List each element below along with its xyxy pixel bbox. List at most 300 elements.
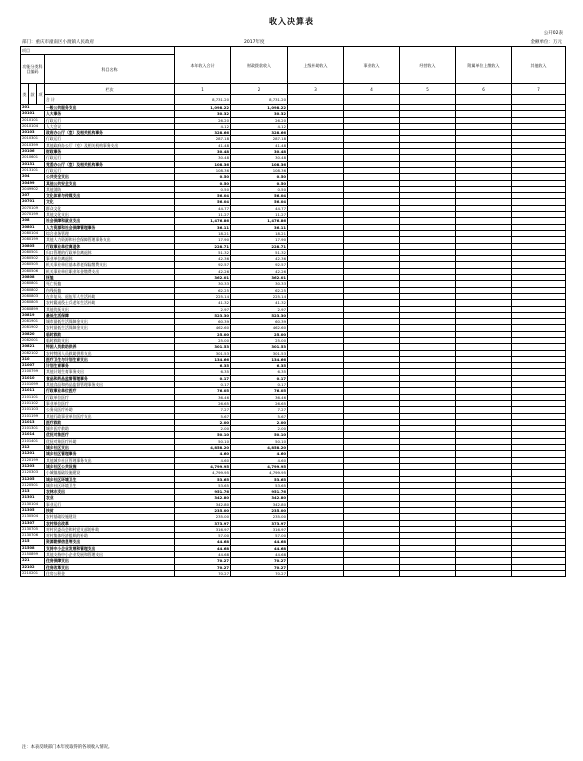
- total-fiscal: 8,731.20: [231, 95, 288, 105]
- fiscal-income: 235.00: [231, 508, 288, 514]
- subject-name: 人大会议: [45, 123, 175, 129]
- fiscal-income: 30.33: [231, 281, 288, 287]
- fiscal-income: 53.65: [231, 476, 288, 482]
- fiscal-income: 92.57: [231, 262, 288, 268]
- subject-name: 事业单位离退休: [45, 256, 175, 262]
- header-class-code: 功能分类科目编码: [21, 55, 45, 84]
- col-num: 7: [512, 84, 566, 95]
- subject-code: 2081901: [21, 319, 45, 325]
- total-income: 0.17: [175, 382, 231, 388]
- fiscal-income: 342.80: [231, 495, 288, 501]
- subject-name: 行政运行: [45, 117, 175, 123]
- total-income: 70.27: [175, 558, 231, 564]
- subject-name: 住房公积金: [45, 570, 175, 576]
- subject-code: 207: [21, 193, 45, 199]
- header-col-total: 本年收入合计: [175, 47, 231, 84]
- subject-name: 文化: [45, 199, 175, 205]
- fiscal-income: 373.97: [231, 520, 288, 526]
- fiscal-income: 42.26: [231, 268, 288, 274]
- total-income: 36.46: [175, 394, 231, 400]
- subject-name: 城乡社区环境卫生: [45, 482, 175, 488]
- subject-name: 死亡抚恤: [45, 281, 175, 287]
- subject-name: 其他计划生育事务支出: [45, 369, 175, 375]
- subject-code: 215: [21, 539, 45, 545]
- subject-name: 群众文化: [45, 205, 175, 211]
- total-income: 4.60: [175, 457, 231, 463]
- subject-name: 农村特困人员救助供养支出: [45, 350, 175, 356]
- subject-code: 2010601: [21, 155, 45, 161]
- col-num: 3: [288, 84, 344, 95]
- total-income: 41.48: [175, 142, 231, 148]
- fiscal-income: 26.20: [231, 117, 288, 123]
- subject-name: 其他政府办公厅（室）及相关机构事务支出: [45, 142, 175, 148]
- total-income: 26.20: [175, 117, 231, 123]
- fiscal-income: 42.36: [231, 256, 288, 262]
- subject-code: 20821: [21, 344, 45, 350]
- fiscal-income: 2.00: [231, 426, 288, 432]
- footnote: 注：本表反映部门本年度取得的各项收入情况。: [22, 745, 113, 750]
- subject-name: 人力资源和社会保障管理事务: [45, 224, 175, 230]
- total-income: 42.26: [175, 268, 231, 274]
- subject-name: 其他文化支出: [45, 212, 175, 218]
- total-income: 1,476.86: [175, 218, 231, 224]
- total-income: 30.32: [175, 111, 231, 117]
- fiscal-income: 30.32: [231, 111, 288, 117]
- total-income: 57.00: [175, 533, 231, 539]
- total-income: 53.65: [175, 476, 231, 482]
- total-income: 1,098.22: [175, 105, 231, 111]
- fiscal-income: 57.00: [231, 533, 288, 539]
- total-income: 36.11: [175, 224, 231, 230]
- subject-code: 2130504: [21, 514, 45, 520]
- subject-name: 农村综合改革: [45, 520, 175, 526]
- subject-code: 20701: [21, 199, 45, 205]
- header-item: 项目: [21, 47, 175, 55]
- fiscal-income: 225.14: [231, 293, 288, 299]
- fiscal-income: 228.71: [231, 243, 288, 249]
- total-income: 4,858.20: [175, 445, 231, 451]
- subject-name: 事业单位医疗: [45, 400, 175, 406]
- fiscal-income: 7.27: [231, 407, 288, 413]
- subject-code: 2101102: [21, 400, 45, 406]
- empty-cell: [456, 570, 512, 576]
- subject-code: 2130104: [21, 501, 45, 507]
- subject-code: 2101099: [21, 382, 45, 388]
- subject-name: 城乡社区管理事务: [45, 451, 175, 457]
- fiscal-income: 6.35: [231, 363, 288, 369]
- subject-code: 21203: [21, 463, 45, 469]
- fiscal-income: 0.17: [231, 375, 288, 381]
- total-income: 44.68: [175, 552, 231, 558]
- header-col-fiscal: 财政拨款收入: [231, 47, 288, 84]
- fiscal-income: 76.05: [231, 388, 288, 394]
- subject-name: 优抚对象医疗: [45, 432, 175, 438]
- subject-name: 城乡社区公共设施: [45, 463, 175, 469]
- fiscal-income: 50.10: [231, 438, 288, 444]
- total-income: 362.01: [175, 275, 231, 281]
- fiscal-income: 4.60: [231, 457, 288, 463]
- subject-code: 2101101: [21, 394, 45, 400]
- fiscal-income: 36.11: [231, 224, 288, 230]
- total-income: 2.00: [175, 419, 231, 425]
- fiscal-income: 134.66: [231, 356, 288, 362]
- total-income: 342.80: [175, 501, 231, 507]
- total-income: 76.05: [175, 388, 231, 394]
- fiscal-income: 11.27: [231, 212, 288, 218]
- subject-code: 2080801: [21, 281, 45, 287]
- fiscal-income: 1,476.86: [231, 218, 288, 224]
- fiscal-income: 0.50: [231, 180, 288, 186]
- subject-name: 行政事业单位离退休: [45, 243, 175, 249]
- total-income: 316.97: [175, 526, 231, 532]
- header-row-colnum: [21, 84, 566, 95]
- header-col-superior: 上级补助收入: [288, 47, 344, 84]
- subject-code: 221: [21, 558, 45, 564]
- total-income: 0.50: [175, 180, 231, 186]
- subject-name: 农村籍退役士兵老年生活补助: [45, 300, 175, 306]
- total-income: 301.53: [175, 350, 231, 356]
- subject-name: 伤残抚恤: [45, 287, 175, 293]
- subject-name: 综合业务管理: [45, 230, 175, 236]
- subject-code: 20499: [21, 180, 45, 186]
- total-income: 11.27: [175, 212, 231, 218]
- total-income: 17.90: [175, 237, 231, 243]
- header-col-affiliated: 附属单位上缴收入: [456, 47, 512, 84]
- total-income: 25.00: [175, 337, 231, 343]
- subject-name: 人大事务: [45, 111, 175, 117]
- total-income: 30.48: [175, 149, 231, 155]
- fiscal-income: 25.00: [231, 331, 288, 337]
- empty-cell: [344, 570, 400, 576]
- fiscal-income: 4,799.95: [231, 463, 288, 469]
- subject-name: 财政事务: [45, 149, 175, 155]
- subject-code: 2080899: [21, 306, 45, 312]
- fiscal-income: 4,799.95: [231, 470, 288, 476]
- total-income: 6.35: [175, 363, 231, 369]
- subject-code: 2100799: [21, 369, 45, 375]
- fiscal-income: 60.39: [231, 319, 288, 325]
- fiscal-income: 51.32: [231, 249, 288, 255]
- subject-code: 2101103: [21, 407, 45, 413]
- subject-code: 20103: [21, 130, 45, 136]
- header-row-label: 栏次: [45, 84, 175, 95]
- total-value: 8,731.20: [175, 95, 231, 105]
- total-income: 56.04: [175, 199, 231, 205]
- fiscal-income: 36.46: [231, 394, 288, 400]
- subject-code: 21205: [21, 476, 45, 482]
- fiscal-income: 4.12: [231, 123, 288, 129]
- subject-code: 201: [21, 105, 45, 111]
- fiscal-income: 56.04: [231, 199, 288, 205]
- total-income: 7.27: [175, 407, 231, 413]
- subject-code: 20801: [21, 224, 45, 230]
- subject-code: 2120199: [21, 457, 45, 463]
- subject-name: 行政单位医疗: [45, 394, 175, 400]
- total-income: 51.32: [175, 249, 231, 255]
- total-income: 53.65: [175, 482, 231, 488]
- header-lei: 类: [21, 84, 29, 105]
- report-meta: [22, 39, 562, 46]
- total-income: 42.36: [175, 256, 231, 262]
- total-income: 328.66: [175, 130, 231, 136]
- total-income: 70.27: [175, 570, 231, 576]
- header-col-operating: 经营收入: [400, 47, 456, 84]
- fiscal-income: 4,858.20: [231, 445, 288, 451]
- fiscal-income: 462.60: [231, 325, 288, 331]
- subject-code: 2130706: [21, 533, 45, 539]
- total-income: 30.48: [175, 155, 231, 161]
- subject-code: 2120303: [21, 470, 45, 476]
- subject-code: 21011: [21, 388, 45, 394]
- total-income: 25.00: [175, 331, 231, 337]
- fiscal-income: 523.30: [231, 312, 288, 318]
- fiscal-year: 2017年度: [244, 40, 265, 45]
- total-income: 342.80: [175, 495, 231, 501]
- fiscal-income: 235.00: [231, 514, 288, 520]
- subject-name: 社会保障和就业支出: [45, 218, 175, 224]
- fiscal-income: 44.68: [231, 545, 288, 551]
- total-label: 合 计: [45, 95, 175, 105]
- subject-code: 208: [21, 218, 45, 224]
- fiscal-income: 44.68: [231, 552, 288, 558]
- fiscal-income: 26.65: [231, 400, 288, 406]
- subject-code: 2010399: [21, 142, 45, 148]
- subject-code: 204: [21, 174, 45, 180]
- fiscal-income: 18.21: [231, 230, 288, 236]
- total-income: 235.00: [175, 514, 231, 520]
- subject-code: 21508: [21, 545, 45, 551]
- fiscal-income: 2.97: [231, 306, 288, 312]
- fiscal-income: 0.17: [231, 382, 288, 388]
- total-income: 56.04: [175, 193, 231, 199]
- subject-name: 农村最低生活保障金支出: [45, 325, 175, 331]
- subject-name: 行政事业单位医疗: [45, 388, 175, 394]
- subject-name: 其他人力资源和社会保障管理事务支出: [45, 237, 175, 243]
- subject-code: 2080505: [21, 262, 45, 268]
- subject-code: 20131: [21, 161, 45, 167]
- col-num: 1: [175, 84, 231, 95]
- subject-name: 扶贫: [45, 508, 175, 514]
- total-income: 0.50: [175, 174, 231, 180]
- subject-name: 城乡医疗救助: [45, 426, 175, 432]
- subject-code: 2081902: [21, 325, 45, 331]
- subject-code: 2210201: [21, 570, 45, 576]
- subject-name: 公共安全支出: [45, 174, 175, 180]
- subject-code: 20819: [21, 312, 45, 318]
- subject-code: 22102: [21, 564, 45, 570]
- subject-name: 一般公共服务支出: [45, 105, 175, 111]
- fiscal-income: 50.10: [231, 432, 288, 438]
- subject-code: 21014: [21, 432, 45, 438]
- header-col-business: 事业收入: [344, 47, 400, 84]
- fiscal-income: 0.50: [231, 174, 288, 180]
- subject-code: 20101: [21, 111, 45, 117]
- fiscal-income: 41.48: [231, 142, 288, 148]
- subject-name: 其他优抚支出: [45, 306, 175, 312]
- subject-code: 21301: [21, 495, 45, 501]
- subject-code: 2010104: [21, 123, 45, 129]
- fiscal-income: 17.90: [231, 237, 288, 243]
- fiscal-income: 44.68: [231, 539, 288, 545]
- subject-code: 212: [21, 445, 45, 451]
- subject-name: 临时救助支出: [45, 337, 175, 343]
- subject-name: 农林水支出: [45, 489, 175, 495]
- subject-name: 行政运行: [45, 155, 175, 161]
- total-income: 2.97: [175, 306, 231, 312]
- total-income: 301.53: [175, 344, 231, 350]
- total-income: 462.60: [175, 325, 231, 331]
- subject-code: 20808: [21, 275, 45, 281]
- subject-code: 2010301: [21, 136, 45, 142]
- subject-name: 食品和药品监督管理事务: [45, 375, 175, 381]
- fiscal-income: 301.53: [231, 350, 288, 356]
- total-income: 60.39: [175, 319, 231, 325]
- subject-name: 优抚对象医疗补助: [45, 438, 175, 444]
- subject-code: 2120501: [21, 482, 45, 488]
- total-income: 108.36: [175, 167, 231, 173]
- subject-code: 21305: [21, 508, 45, 514]
- subject-name: 对村集体经济组织的补助: [45, 533, 175, 539]
- subject-name: 政府办公厅（室）及相关机构事务: [45, 130, 175, 136]
- fiscal-income: 0.50: [231, 186, 288, 192]
- subject-code: 2070109: [21, 205, 45, 211]
- total-income: 134.66: [175, 356, 231, 362]
- fiscal-income: 53.65: [231, 482, 288, 488]
- total-income: 26.65: [175, 400, 231, 406]
- subject-name: 归口管理的行政单位离退休: [45, 249, 175, 255]
- col-num: 5: [400, 84, 456, 95]
- total-income: 50.10: [175, 438, 231, 444]
- subject-code: 2082001: [21, 337, 45, 343]
- total-income: 4.12: [175, 123, 231, 129]
- empty-cell: [512, 570, 566, 576]
- subject-name: 农业: [45, 495, 175, 501]
- fiscal-income: 316.97: [231, 526, 288, 532]
- total-income: 4,799.95: [175, 463, 231, 469]
- col-num: 4: [344, 84, 400, 95]
- col-num: 6: [456, 84, 512, 95]
- total-income: 41.32: [175, 300, 231, 306]
- income-table: [20, 46, 566, 577]
- subject-name: 住房改革支出: [45, 564, 175, 570]
- subject-name: 其他消防: [45, 186, 175, 192]
- total-income: 70.27: [175, 564, 231, 570]
- subject-code: 2070199: [21, 212, 45, 218]
- subject-code: 20820: [21, 331, 45, 337]
- subject-code: 2082102: [21, 350, 45, 356]
- form-number: 公开02表: [543, 31, 563, 36]
- subject-name: 党委办公厅（室）及相关机构事务: [45, 161, 175, 167]
- total-income: 44.68: [175, 545, 231, 551]
- subject-name: 对村民委员会和村党支部的补助: [45, 526, 175, 532]
- total-income: 228.71: [175, 243, 231, 249]
- fiscal-income: 70.27: [231, 558, 288, 564]
- subject-name: 文化体育与传媒支出: [45, 193, 175, 199]
- subject-name: 行政运行: [45, 167, 175, 173]
- subject-code: 2101199: [21, 413, 45, 419]
- subject-code: 2080506: [21, 268, 45, 274]
- subject-code: 2080805: [21, 300, 45, 306]
- total-income: 2.00: [175, 426, 231, 432]
- subject-name: 小城镇基础设施建设: [45, 470, 175, 476]
- total-income: 287.18: [175, 136, 231, 142]
- subject-name: 城乡社区支出: [45, 445, 175, 451]
- subject-code: 2101301: [21, 426, 45, 432]
- subject-code: 21007: [21, 363, 45, 369]
- subject-code: 2080104: [21, 230, 45, 236]
- total-income: 44.68: [175, 539, 231, 545]
- subject-name: 资源勘探信息等支出: [45, 539, 175, 545]
- subject-code: 21307: [21, 520, 45, 526]
- amount-unit: 金额单位：万元: [530, 40, 562, 45]
- total-income: 5.67: [175, 413, 231, 419]
- subject-code: 2150899: [21, 552, 45, 558]
- subject-name: 农村基础设施建设: [45, 514, 175, 520]
- col-num: 2: [231, 84, 288, 95]
- subject-code: 2013101: [21, 167, 45, 173]
- fiscal-income: 41.32: [231, 300, 288, 306]
- subject-code: 21013: [21, 419, 45, 425]
- subject-code: 2130705: [21, 526, 45, 532]
- subject-code: 21201: [21, 451, 45, 457]
- fiscal-income: 62.25: [231, 287, 288, 293]
- fiscal-income: 70.27: [231, 564, 288, 570]
- fiscal-income: 25.00: [231, 337, 288, 343]
- fiscal-income: 362.01: [231, 275, 288, 281]
- total-income: 951.76: [175, 489, 231, 495]
- subject-name: 其他行政事业单位医疗支出: [45, 413, 175, 419]
- fiscal-income: 287.18: [231, 136, 288, 142]
- fiscal-income: 328.66: [231, 130, 288, 136]
- subject-name: 特困人员救助供养: [45, 344, 175, 350]
- total-income: 0.50: [175, 186, 231, 192]
- subject-name: 行政运行: [45, 136, 175, 142]
- header-col-other: 其他收入: [512, 47, 566, 84]
- subject-code: 2010101: [21, 117, 45, 123]
- total-income: 235.00: [175, 508, 231, 514]
- subject-name: 机关事业单位基本养老保险缴费支出: [45, 262, 175, 268]
- subject-name: 支持中小企业发展和管理支出: [45, 545, 175, 551]
- subject-code: 2049902: [21, 186, 45, 192]
- subject-name: 其他支持中小企业发展和管理支出: [45, 552, 175, 558]
- fiscal-income: 108.36: [231, 161, 288, 167]
- subject-name: 医疗救助: [45, 419, 175, 425]
- subject-name: 最低生活保障: [45, 312, 175, 318]
- subject-name: 其他公共安全支出: [45, 180, 175, 186]
- fiscal-income: 342.80: [231, 501, 288, 507]
- fiscal-income: 108.36: [231, 167, 288, 173]
- subject-code: 2101401: [21, 438, 45, 444]
- fiscal-income: 70.27: [231, 570, 288, 576]
- header-kuan: 款: [29, 84, 37, 105]
- fiscal-income: 5.67: [231, 413, 288, 419]
- subject-name: 临时救助: [45, 331, 175, 337]
- total-income: 523.30: [175, 312, 231, 318]
- total-income: 44.77: [175, 205, 231, 211]
- fiscal-income: 2.00: [231, 419, 288, 425]
- total-income: 373.97: [175, 520, 231, 526]
- fiscal-income: 1,098.22: [231, 105, 288, 111]
- total-income: 18.21: [175, 230, 231, 236]
- subject-name: 住房保障支出: [45, 558, 175, 564]
- subject-name: 其他食品和药品监督管理事务支出: [45, 382, 175, 388]
- fiscal-income: 30.48: [231, 155, 288, 161]
- org-name: 部门：重庆市潼南区小渡镇人民政府: [22, 40, 94, 45]
- subject-code: 20805: [21, 243, 45, 249]
- total-row: [21, 95, 566, 105]
- fiscal-income: 6.35: [231, 369, 288, 375]
- header-subject: 科目名称: [45, 55, 175, 84]
